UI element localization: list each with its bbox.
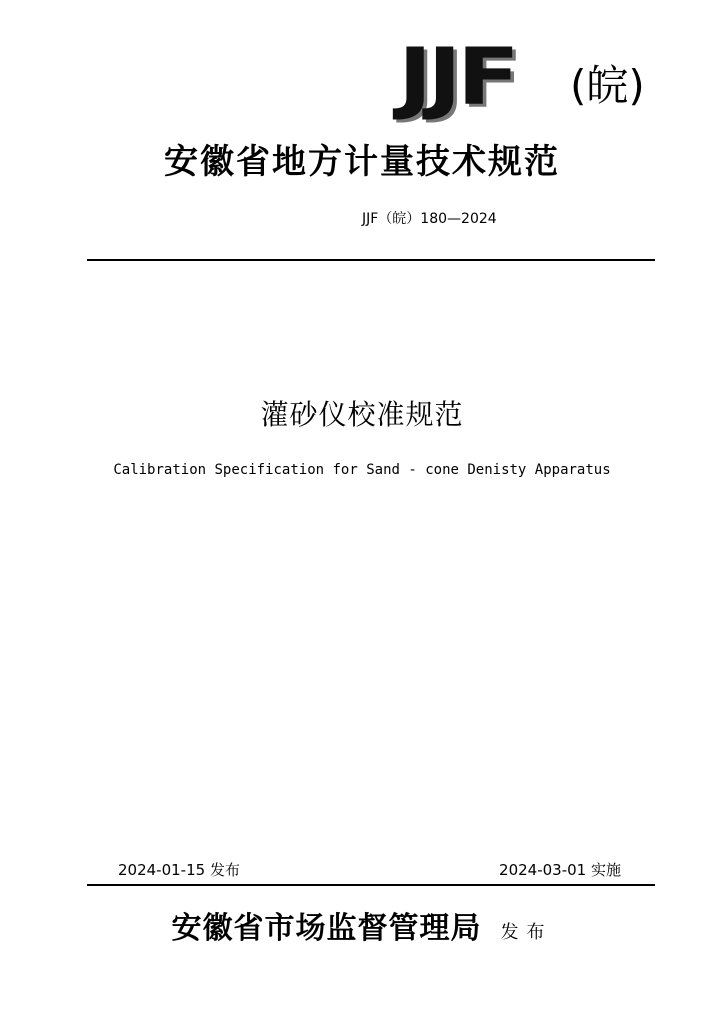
bottom-divider	[87, 884, 655, 886]
standard-category-title: 安徽省地方计量技术规范	[164, 142, 560, 182]
top-divider	[87, 259, 655, 261]
document-title-chinese: 灌砂仪校准规范	[260, 398, 464, 431]
publisher-name: 安徽省市场监督管理局	[171, 911, 482, 946]
implementation-date: 2024-03-01 实施	[499, 861, 621, 879]
logo-letters: JJF	[398, 33, 516, 123]
document-title-english: Calibration Specification for Sand - cone Denisty Apparatus	[113, 462, 611, 478]
standard-number: JJF（皖）180—2024	[362, 211, 497, 227]
publisher-suffix: 发布	[500, 922, 553, 943]
jjf-logo	[398, 33, 668, 123]
issue-date: 2024-01-15 发布	[118, 861, 240, 879]
publisher-line	[0, 907, 724, 955]
logo-region-suffix: (皖)	[570, 61, 645, 110]
